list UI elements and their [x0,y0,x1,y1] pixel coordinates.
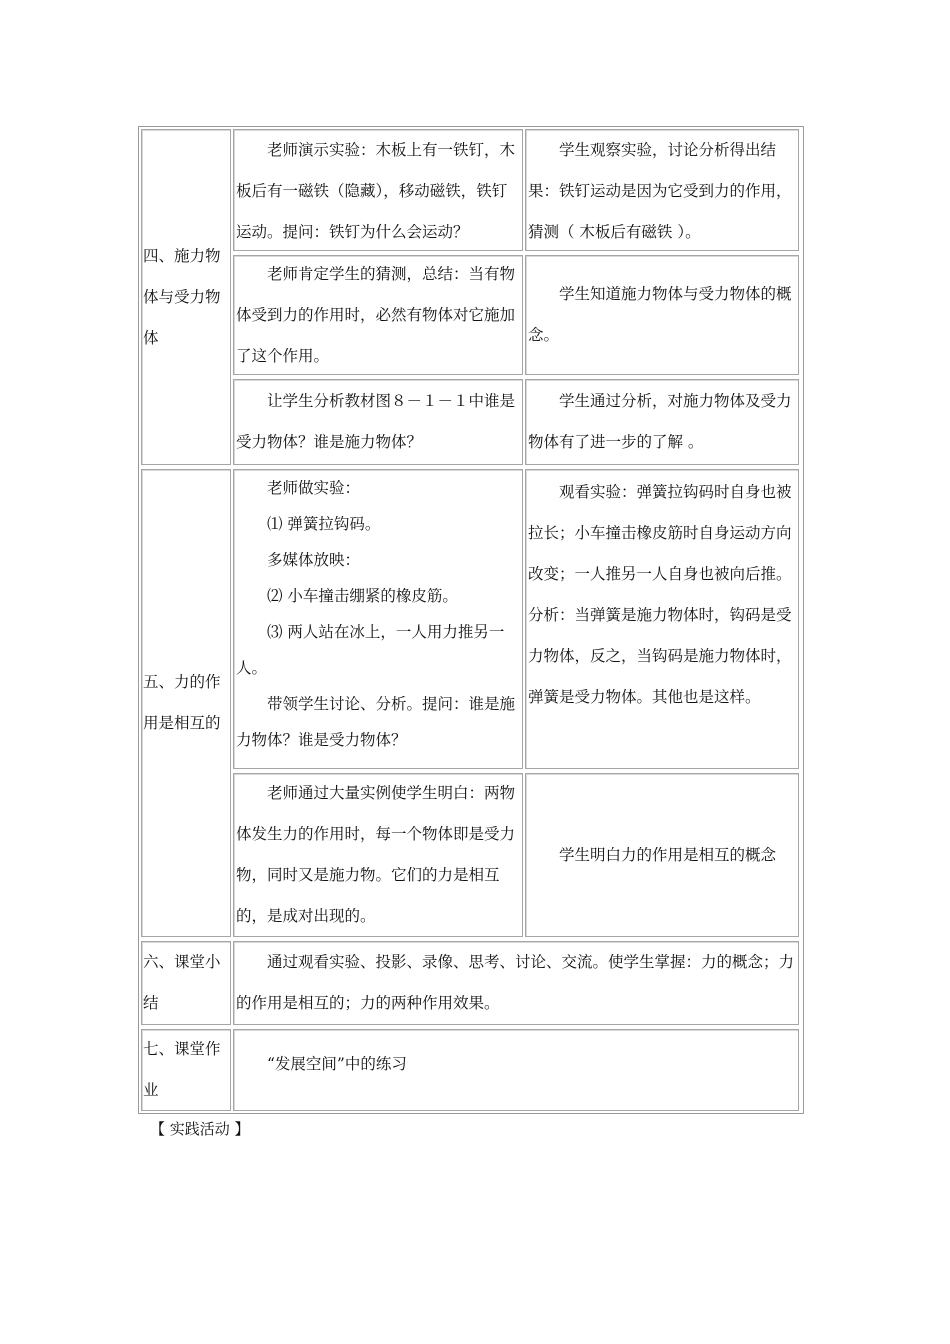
student-activity-4c [525,379,799,465]
student-activity-5b-text: 学生明白力的作用是相互的概念 [559,845,777,864]
student-activity-5a-text: 观看实验：弹簧拉钩码时自身也被拉长；小车撞击橡皮筋时自身运动方向改变；一人推另一人自身也被向后推。分析：当弹簧是施力物体时，钩码是受力物体，反之，当钩码是施力物体时，弹簧是受力物体。其他也是这样。 [528,483,792,706]
section-label-5-text: 五、力的作用是相互的 [143,673,221,732]
section-label-7-text: 七、课堂作业 [143,1040,221,1099]
section-label-4-text: 四、施力物体与受力物体 [143,246,221,347]
student-activity-4c-text: 学生通过分析，对施力物体及受力物体有了进一步的了解 。 [528,392,792,451]
homework-content [233,1029,799,1111]
teacher-activity-4a-text: 老师演示实验：木板上有一铁钉，木板后有一磁铁（隐藏），移动磁铁，铁钉运动。提问：铁钉为什么会运动？ [236,141,516,241]
student-activity-5b [525,773,799,937]
teacher-activity-4c [233,379,523,465]
section-label-6-text: 六、课堂小结 [143,953,221,1012]
teacher-line-5: ⑶ 两人站在冰上，一人用力推另一人。 [236,623,505,677]
teacher-line-3: 多媒体放映： [267,551,361,569]
teacher-activity-4a [233,129,523,251]
section-label-5 [141,469,231,937]
section-label-4 [141,129,231,465]
section-label-7 [141,1029,231,1111]
section-label-6 [141,941,231,1025]
teacher-line-4: ⑵ 小车撞击绷紧的橡皮筋。 [267,587,458,605]
teacher-activity-4c-text: 让学生分析教材图８－１－１中谁是受力物体？谁是施力物体？ [236,392,516,451]
teacher-activity-5b [233,773,523,937]
summary-content-text: 通过观看实验、投影、录像、思考、讨论、交流。使学生掌握：力的概念；力的作用是相互的；力的两种作用效果。 [236,953,795,1012]
teacher-line-2: ⑴ 弹簧拉钩码。 [267,515,381,533]
teacher-activity-4b [233,255,523,375]
summary-content [233,941,799,1025]
student-activity-4b-text: 学生知道施力物体与受力物体的概念。 [528,285,792,344]
homework-content-text: “发展空间”中的练习 [267,1055,407,1073]
teacher-activity-5b-text: 老师通过大量实例使学生明白：两物体发生力的作用时，每一个物体即是受力物，同时又是施力物。它们的力是相互的，是成对出现的。 [236,784,516,925]
lesson-plan-table [138,126,804,1114]
teacher-line-6: 带领学生讨论、分析。提问：谁是施力物体？谁是受力物体？ [236,695,516,749]
teacher-activity-5a [233,469,523,769]
student-activity-5a [525,469,799,769]
teacher-activity-4b-text: 老师肯定学生的猜测，总结：当有物体受到力的作用时，必然有物体对它施加了这个作用。 [236,264,516,365]
student-activity-4a-text: 学生观察实验，讨论分析得出结果：铁钉运动是因为它受到力的作用，猜测（ 木板后有磁铁 ）。 [528,141,792,241]
student-activity-4b [525,255,799,375]
student-activity-4a [525,129,799,251]
teacher-line-1: 老师做实验： [267,479,361,497]
practice-activity-heading: 【 实践活动 】 [150,1120,250,1138]
